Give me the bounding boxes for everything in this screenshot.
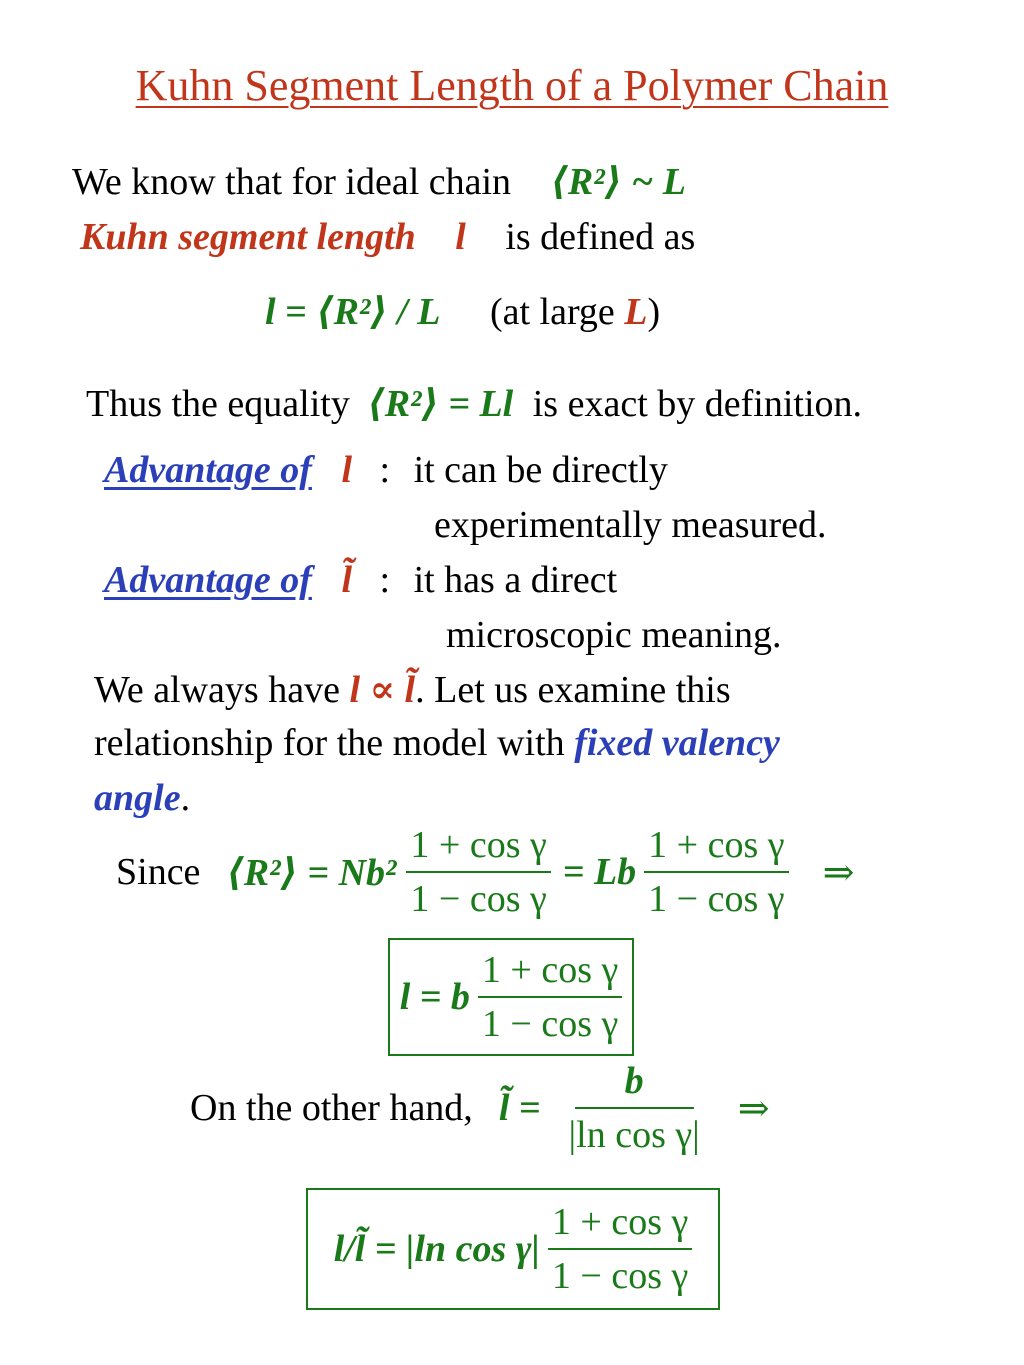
- proportionality-statement: [94, 666, 731, 712]
- large-l-note-suffix: ): [647, 291, 661, 333]
- boxed-result-1: [388, 938, 634, 1056]
- angle-term: angle: [94, 777, 181, 819]
- kuhn-term: Kuhn segment length: [80, 216, 416, 258]
- advantage-l-tilde-symbol: l̃: [341, 559, 352, 601]
- boxed-result-2-den: 1 − cos γ: [551, 1255, 689, 1297]
- definition-equation: [265, 288, 660, 334]
- advantage-l-colon: :: [379, 449, 391, 491]
- since-fraction-2-den: 1 − cos γ: [648, 878, 785, 920]
- other-hand-fraction: [565, 1059, 704, 1157]
- ideal-chain-statement: [72, 158, 686, 204]
- equality-statement: [86, 380, 862, 426]
- boxed-result-2: [306, 1188, 720, 1310]
- large-l-note-prefix: (at large: [489, 291, 625, 333]
- relationship-line: [94, 721, 780, 765]
- kuhn-definition-intro: [80, 215, 695, 259]
- proportionality-formula: l ∝ l̃: [349, 669, 416, 711]
- boxed-result-1-fraction: [478, 948, 622, 1046]
- ideal-chain-text: We know that for ideal chain: [72, 161, 512, 203]
- advantage-l-text-1: it can be directly: [413, 449, 668, 491]
- since-fraction-2-num: 1 + cos γ: [644, 823, 788, 873]
- boxed-result-1-num: 1 + cos γ: [478, 948, 622, 998]
- advantage-l-tilde-text-2: microscopic meaning.: [446, 614, 782, 656]
- defined-as-text: is defined as: [505, 216, 696, 258]
- page-title: Kuhn Segment Length of a Polymer Chain: [135, 61, 889, 110]
- since-mid: = Lb: [562, 851, 637, 893]
- since-fraction-1-den: 1 − cos γ: [410, 878, 547, 920]
- proportionality-prefix: We always have: [94, 669, 340, 711]
- advantage-l-tilde-colon: :: [379, 559, 391, 601]
- other-hand-label: On the other hand,: [190, 1087, 473, 1129]
- other-hand-den: |ln cos γ|: [568, 1114, 700, 1156]
- boxed-result-2-num: 1 + cos γ: [548, 1200, 692, 1250]
- boxed-result-2-fraction: [548, 1200, 692, 1298]
- equality-prefix: Thus the equality: [86, 383, 350, 425]
- since-fraction-1-num: 1 + cos γ: [406, 823, 550, 873]
- large-l-symbol: L: [624, 291, 648, 333]
- other-hand-implies: ⇒: [737, 1087, 770, 1130]
- angle-period: .: [180, 777, 191, 819]
- other-hand-equation: [190, 1058, 770, 1158]
- since-fraction-1: [406, 823, 550, 921]
- kuhn-symbol: l: [455, 216, 466, 258]
- definition-formula: l = ⟨R²⟩ / L: [265, 291, 441, 333]
- advantage-l-label: Advantage of: [104, 449, 312, 491]
- boxed-result-1-den: 1 − cos γ: [481, 1003, 619, 1045]
- advantage-l-tilde-label: Advantage of: [104, 559, 312, 601]
- equality-formula: ⟨R²⟩ = Ll: [367, 383, 514, 425]
- ideal-chain-formula: ⟨R²⟩ ~ L: [550, 161, 686, 203]
- advantage-l-tilde: [104, 558, 617, 602]
- proportionality-suffix: . Let us examine this: [415, 669, 731, 711]
- since-label: Since: [116, 851, 201, 893]
- relationship-text: relationship for the model with: [94, 722, 565, 764]
- advantage-l-tilde-text-1: it has a direct: [413, 559, 618, 601]
- boxed-result-1-lhs: l = b: [399, 976, 470, 1018]
- since-fraction-2: [644, 823, 788, 921]
- advantage-l-text-2: experimentally measured.: [434, 504, 827, 546]
- boxed-result-2-lhs: l/l̃ = |ln cos γ|: [333, 1228, 540, 1270]
- since-equation: [116, 822, 854, 922]
- equality-suffix: is exact by definition.: [532, 383, 863, 425]
- fixed-valency-term: fixed valency: [574, 722, 780, 764]
- other-hand-num: b: [575, 1059, 694, 1109]
- since-implies: ⇒: [822, 851, 855, 894]
- advantage-l-symbol: l: [341, 449, 352, 491]
- other-hand-lhs: l̃ =: [498, 1087, 541, 1129]
- advantage-l: [104, 448, 668, 492]
- angle-line: [94, 776, 190, 820]
- since-lhs: ⟨R²⟩ = Nb²: [226, 852, 397, 894]
